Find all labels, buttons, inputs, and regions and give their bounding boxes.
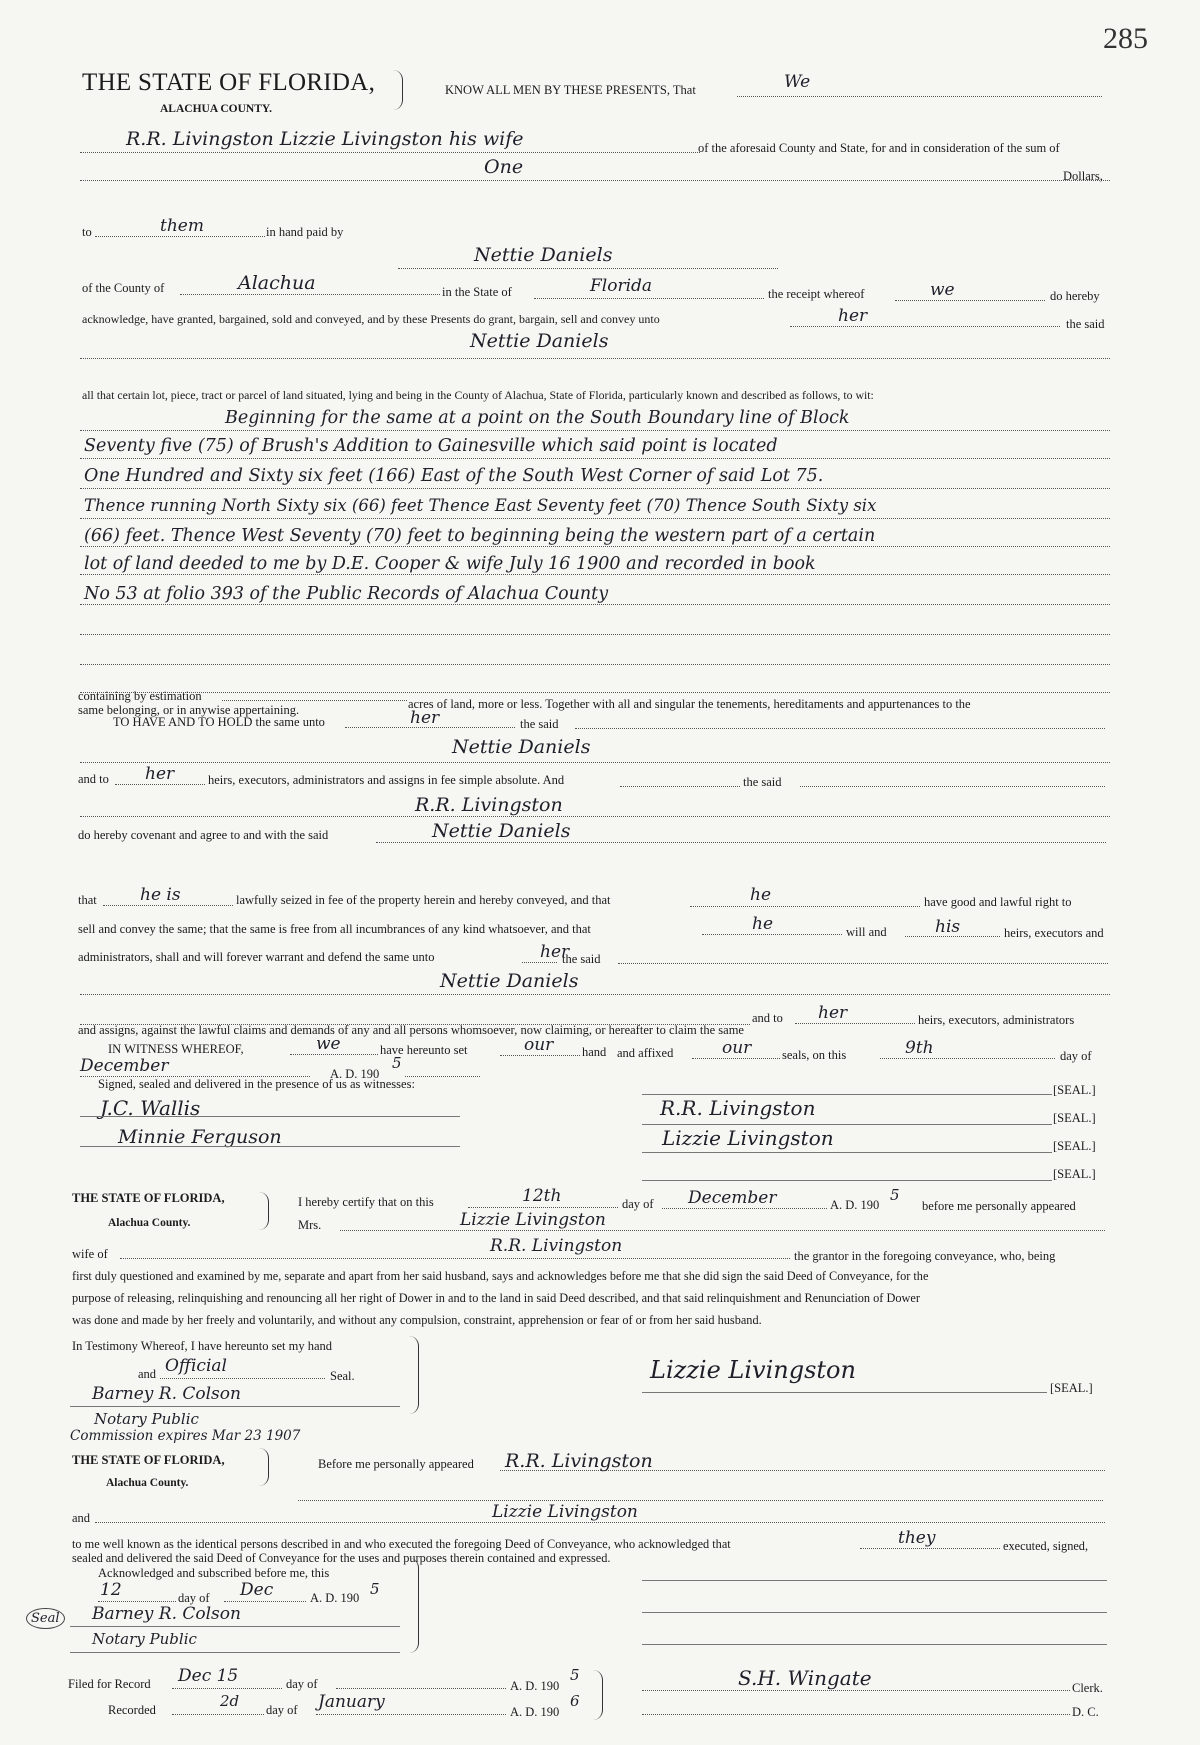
admin-handwritten: her <box>540 942 570 962</box>
fill-line <box>172 1688 282 1689</box>
grantor-signature: R.R. Livingston <box>660 1096 816 1120</box>
fill-line <box>120 1258 790 1259</box>
to-text: to <box>82 225 92 239</box>
witness-signature: J.C. Wallis <box>100 1096 201 1120</box>
year-handwritten: 5 <box>392 1054 402 1072</box>
fill-line <box>642 1690 1070 1691</box>
cert1-and-text: and <box>138 1367 157 1381</box>
fill-line <box>500 1470 1105 1471</box>
fill-line <box>95 1522 1105 1523</box>
cert1-certify-text: I hereby certify that on this <box>298 1195 434 1209</box>
fill-line <box>80 692 1110 693</box>
fill-line <box>160 1378 325 1379</box>
cert2-body-line: sealed and delivered the said Deed of Conveyance for the uses and purposes therein contained and expressed. <box>72 1551 611 1565</box>
signature-line <box>642 1392 1047 1393</box>
fill-line <box>522 962 557 963</box>
to-handwritten: them <box>160 216 204 236</box>
and-that-handwritten: he <box>750 885 772 905</box>
receipt-handwritten: we <box>930 280 955 300</box>
signature-line <box>642 1124 1052 1125</box>
dollars-text: Dollars, <box>1063 169 1103 183</box>
witness-text: IN WITNESS WHEREOF, <box>108 1042 244 1056</box>
cert1-body-line: purpose of releasing, relinquishing and renouncing all her right of Dower in and to the land in said Deed described, and that said relinquishment and Renunciation of Dower <box>72 1291 920 1305</box>
fill-line <box>80 488 1110 489</box>
heirs-text: heirs, executors, administrators <box>918 1013 1075 1027</box>
clerk-signature: S.H. Wingate <box>738 1666 872 1690</box>
know-all-text: KNOW ALL MEN BY THESE PRESENTS, That <box>445 83 696 97</box>
fill-line <box>80 816 1110 817</box>
fill-line <box>790 326 1060 327</box>
fill-line <box>80 546 1110 547</box>
recorded-day-handwritten: 2d <box>220 1692 240 1710</box>
cert1-ad-text: A. D. 190 <box>830 1198 880 1212</box>
fill-line <box>80 634 1110 635</box>
cert1-official-handwritten: Official <box>165 1356 227 1376</box>
fill-line <box>690 906 920 907</box>
fill-line <box>95 236 265 237</box>
seals-text: seals, on this <box>782 1048 847 1062</box>
have-set-text: have hereunto set <box>380 1043 468 1057</box>
fill-line <box>316 1714 506 1715</box>
witness-signature: Minnie Ferguson <box>118 1126 282 1148</box>
grantee-handwritten: Nettie Daniels <box>440 970 579 992</box>
witness-handwritten: we <box>316 1034 341 1054</box>
fill-line <box>737 96 1102 97</box>
all-that-text: all that certain lot, piece, tract or parcel of land situated, lying and being in the County of Alachua, State of Florida, particularly known and described as follows, to wit: <box>82 388 874 402</box>
covenant-handwritten: Nettie Daniels <box>432 820 571 842</box>
fill-line <box>80 358 1110 359</box>
sell-text: sell and convey the same; that the same is free from all incumbrances of any kind whatsoever, and that <box>78 922 591 936</box>
fill-line <box>702 934 842 935</box>
fill-line <box>80 574 1110 575</box>
filed-handwritten: Dec 15 <box>178 1666 239 1686</box>
signature-line <box>642 1612 1107 1613</box>
fill-line <box>692 1058 780 1059</box>
brace <box>258 1448 269 1486</box>
seals-handwritten: our <box>722 1038 752 1058</box>
payer-handwritten: Nettie Daniels <box>474 244 613 266</box>
acres-text: acres of land, more or less. Together with all and singular the tenements, hereditaments and appurtenances to the <box>408 697 971 711</box>
brace <box>408 1336 419 1414</box>
affixed-text: and affixed <box>617 1046 674 1060</box>
signed-text: Signed, sealed and delivered in the presence of us as witnesses: <box>98 1077 415 1091</box>
fill-line <box>376 842 1106 843</box>
fill-line <box>468 1207 618 1208</box>
of-county-text: of the County of <box>82 281 165 295</box>
legal-description-line: Thence running North Sixty six (66) feet Thence East Seventy feet (70) Thence South Sixty six <box>84 496 877 515</box>
cert2-notary-title-handwritten: Notary Public <box>92 1630 197 1648</box>
cert1-state: THE STATE OF FLORIDA, <box>72 1191 225 1205</box>
signature-line <box>642 1180 1052 1181</box>
sum-handwritten: One <box>484 156 524 178</box>
cert2-they-handwritten: they <box>898 1528 936 1548</box>
fill-line <box>618 963 1108 964</box>
to-have-handwritten: her <box>410 708 440 728</box>
fill-line <box>80 518 1110 519</box>
and-to-text: and to <box>752 1011 783 1025</box>
fill-line <box>98 1601 176 1602</box>
signature-line <box>70 1406 400 1407</box>
signature-line <box>642 1152 1052 1153</box>
seal-label: [SEAL.] <box>1050 1381 1093 1395</box>
cert1-commission-handwritten: Commission expires Mar 23 1907 <box>70 1428 301 1444</box>
clerk-text: Clerk. <box>1072 1681 1103 1695</box>
fill-line <box>224 1601 306 1602</box>
signature-line <box>642 1094 1052 1095</box>
fill-line <box>115 784 205 785</box>
legal-description-line: lot of land deeded to me by D.E. Cooper & wife July 16 1900 and recorded in book <box>84 554 816 574</box>
county-title: ALACHUA COUNTY. <box>160 103 273 115</box>
sell-handwritten: he <box>752 914 774 934</box>
brace <box>592 1670 603 1720</box>
fill-line <box>172 1714 264 1715</box>
cert2-body-line: to me well known as the identical persons described in and who executed the foregoing Deed of Conveyance, who acknowledged that <box>72 1537 731 1551</box>
cert1-body-line: first duly questioned and examined by me, separate and apart from her said husband, says and acknowledges before me that she did sign the said Deed of Conveyance, for the <box>72 1269 929 1283</box>
and-to-handwritten: her <box>818 1003 848 1023</box>
month-handwritten: December <box>80 1056 169 1076</box>
fill-line <box>80 458 1110 459</box>
filed-day-of-text: day of <box>286 1677 318 1691</box>
fill-line <box>800 786 1105 787</box>
fill-line <box>880 1058 1055 1059</box>
fill-line <box>340 1230 1105 1231</box>
seal-label: [SEAL.] <box>1053 1083 1096 1097</box>
cert1-day-handwritten: 12th <box>522 1186 562 1206</box>
signature-line <box>80 1116 460 1117</box>
legal-description-line: Seventy five (75) of Brush's Addition to Gainesville which said point is located <box>84 436 778 456</box>
fill-line <box>662 1208 827 1209</box>
acknowledge-text: acknowledge, have granted, bargained, sold and conveyed, and by these Presents do grant, bargain, sell and convey unto <box>82 312 660 326</box>
cert2-and-text: and <box>72 1511 91 1525</box>
hand-text: hand <box>582 1045 607 1059</box>
legal-description-line: No 53 at folio 393 of the Public Records of Alachua County <box>84 584 609 604</box>
and-to-handwritten: her <box>145 764 175 784</box>
that-text: that <box>78 893 97 907</box>
the-said-text: the said <box>520 717 559 731</box>
seal-label: [SEAL.] <box>1053 1139 1096 1153</box>
cert2-day-of-text: day of <box>178 1591 210 1605</box>
grantors-handwritten: R.R. Livingston Lizzie Livingston his wife <box>126 128 524 150</box>
the-said-text: the said <box>1066 317 1105 331</box>
grantor-handwritten: R.R. Livingston <box>415 794 563 816</box>
fill-line <box>290 1054 378 1055</box>
grantor-signature: Lizzie Livingston <box>662 1126 834 1150</box>
fill-line <box>80 664 1110 665</box>
page-number: 285 <box>1103 22 1148 55</box>
fill-line <box>222 700 407 701</box>
brace <box>258 1192 269 1230</box>
fill-line <box>80 994 1110 995</box>
ad-text: A. D. 190 <box>330 1067 380 1081</box>
know-all-handwritten: We <box>784 72 811 92</box>
signature-line <box>642 1580 1107 1581</box>
cert2-executed-text: executed, signed, <box>1003 1539 1089 1553</box>
cert1-county: Alachua County. <box>108 1217 191 1229</box>
filed-ad-text: A. D. 190 <box>510 1679 560 1693</box>
fill-line <box>80 430 1110 431</box>
signature-line <box>70 1652 400 1653</box>
cert2-county: Alachua County. <box>106 1477 189 1489</box>
legal-description-line: (66) feet. Thence West Seventy (70) feet to beginning being the western part of a certain <box>84 526 876 546</box>
cert1-month-handwritten: December <box>688 1188 777 1208</box>
dc-text: D. C. <box>1072 1705 1099 1719</box>
cert1-testimony-text: In Testimony Whereof, I have hereunto set my hand <box>72 1339 333 1353</box>
fill-line <box>103 905 233 906</box>
fill-line <box>80 180 1110 181</box>
cert1-body-line: was done and made by her freely and voluntarily, and without any compulsion, constraint, apprehension or fear of or from her said husband. <box>72 1313 762 1327</box>
that-handwritten: he is <box>140 885 181 905</box>
aforesaid-text: of the aforesaid County and State, for and in consideration of the sum of <box>698 141 1060 155</box>
cert2-seal-handwritten: Seal <box>26 1608 65 1629</box>
the-said-text: the said <box>743 775 782 789</box>
fill-line <box>860 1548 1000 1549</box>
filed-year-handwritten: 5 <box>570 1666 580 1684</box>
fill-line <box>298 1500 1103 1501</box>
receipt-text: the receipt whereof <box>768 287 865 301</box>
cert2-person2-handwritten: Lizzie Livingston <box>492 1502 638 1522</box>
admin-text: administrators, shall and will forever warrant and defend the same unto <box>78 950 435 964</box>
grantee-handwritten: Nettie Daniels <box>452 736 591 758</box>
cert1-signature-handwritten: Lizzie Livingston <box>650 1356 856 1384</box>
and-to-text: and to <box>78 772 109 786</box>
cert1-seal-word: Seal. <box>330 1369 355 1383</box>
fill-line <box>905 936 1000 937</box>
cert1-year-handwritten: 5 <box>890 1186 900 1204</box>
legal-description-line: Beginning for the same at a point on the South Boundary line of Block <box>225 408 850 428</box>
fill-line <box>336 1688 506 1689</box>
fill-line <box>534 298 764 299</box>
lawfully-text: lawfully seized in fee of the property herein and hereby conveyed, and that <box>236 893 611 907</box>
county-handwritten: Alachua <box>238 272 316 294</box>
fill-line <box>620 786 740 787</box>
heirs-text: heirs, executors, administrators and assigns in fee simple absolute. And <box>208 773 565 787</box>
hand-handwritten: our <box>524 1035 554 1055</box>
fill-line <box>345 727 515 728</box>
cert2-notary-handwritten: Barney R. Colson <box>92 1604 241 1624</box>
recorded-text: Recorded <box>108 1703 156 1717</box>
cert2-month-handwritten: Dec <box>240 1580 274 1600</box>
covenant-text: do hereby covenant and agree to and with the said <box>78 828 329 842</box>
state-handwritten: Florida <box>590 276 653 296</box>
fill-line <box>642 1714 1070 1715</box>
fill-line <box>795 1023 915 1024</box>
the-said-text: the said <box>562 952 601 966</box>
cert1-before-text: before me personally appeared <box>922 1199 1076 1213</box>
day-of-text: day of <box>1060 1049 1092 1063</box>
cert2-ack-text: Acknowledged and subscribed before me, this <box>98 1566 330 1580</box>
day-handwritten: 9th <box>905 1038 934 1058</box>
cert2-ad-text: A. D. 190 <box>310 1591 360 1605</box>
seal-label: [SEAL.] <box>1053 1111 1096 1125</box>
fill-line <box>80 152 700 153</box>
containing-text: containing by estimation <box>78 689 202 703</box>
cert1-notary-handwritten: Barney R. Colson <box>92 1384 241 1404</box>
cert2-person1-handwritten: R.R. Livingston <box>505 1450 653 1472</box>
filed-text: Filed for Record <box>68 1677 151 1691</box>
heirs-executors-text: heirs, executors and <box>1004 926 1104 940</box>
fill-line <box>895 300 1045 301</box>
cert1-day-of-text: day of <box>622 1197 654 1211</box>
cert1-husband-handwritten: R.R. Livingston <box>490 1236 623 1256</box>
fill-line <box>398 268 778 269</box>
cert1-mrs-handwritten: Lizzie Livingston <box>460 1210 606 1230</box>
in-hand-paid-text: in hand paid by <box>266 225 344 239</box>
acknowledge-handwritten: her <box>838 306 868 326</box>
cert2-year-handwritten: 5 <box>370 1580 380 1598</box>
grantee-handwritten: Nettie Daniels <box>470 330 609 352</box>
cert1-mrs-text: Mrs. <box>298 1218 322 1232</box>
assigns-text: and assigns, against the lawful claims and demands of any and all persons whomsoever, now claiming, or hereafter to claim the same <box>78 1023 744 1037</box>
will-handwritten: his <box>935 917 961 937</box>
recorded-month-handwritten: January <box>318 1692 385 1712</box>
cert1-wife-text: wife of <box>72 1247 108 1261</box>
to-have-text: TO HAVE AND TO HOLD the same unto <box>113 715 325 729</box>
signature-line <box>80 1146 460 1147</box>
recorded-day-of-text: day of <box>266 1703 298 1717</box>
cert2-before-text: Before me personally appeared <box>318 1457 474 1471</box>
recorded-ad-text: A. D. 190 <box>510 1705 560 1719</box>
fill-line <box>80 604 1110 605</box>
recorded-year-handwritten: 6 <box>570 1692 580 1710</box>
state-title: THE STATE OF FLORIDA, <box>82 69 376 96</box>
same-belonging-text: same belonging, or in anywise appertaining. <box>78 703 300 717</box>
cert1-grantor-text: the grantor in the foregoing conveyance, who, being <box>794 1249 1056 1263</box>
fill-line <box>80 762 1110 763</box>
have-good-text: have good and lawful right to <box>924 895 1072 909</box>
do-hereby-text: do hereby <box>1050 289 1100 303</box>
signature-line <box>70 1626 400 1627</box>
brace <box>408 1558 419 1653</box>
cert2-state: THE STATE OF FLORIDA, <box>72 1453 225 1467</box>
seal-label: [SEAL.] <box>1053 1167 1096 1181</box>
legal-description-line: One Hundred and Sixty six feet (166) East of the South West Corner of said Lot 75. <box>84 466 824 486</box>
fill-line <box>405 1076 480 1077</box>
signature-line <box>642 1644 1107 1645</box>
fill-line <box>180 294 440 295</box>
cert1-notary-title-handwritten: Notary Public <box>94 1410 199 1428</box>
fill-line <box>500 1055 580 1056</box>
cert2-day-handwritten: 12 <box>100 1580 122 1600</box>
fill-line <box>575 728 1105 729</box>
will-and-text: will and <box>846 925 887 939</box>
state-of-text: in the State of <box>442 285 512 299</box>
brace <box>392 70 403 110</box>
